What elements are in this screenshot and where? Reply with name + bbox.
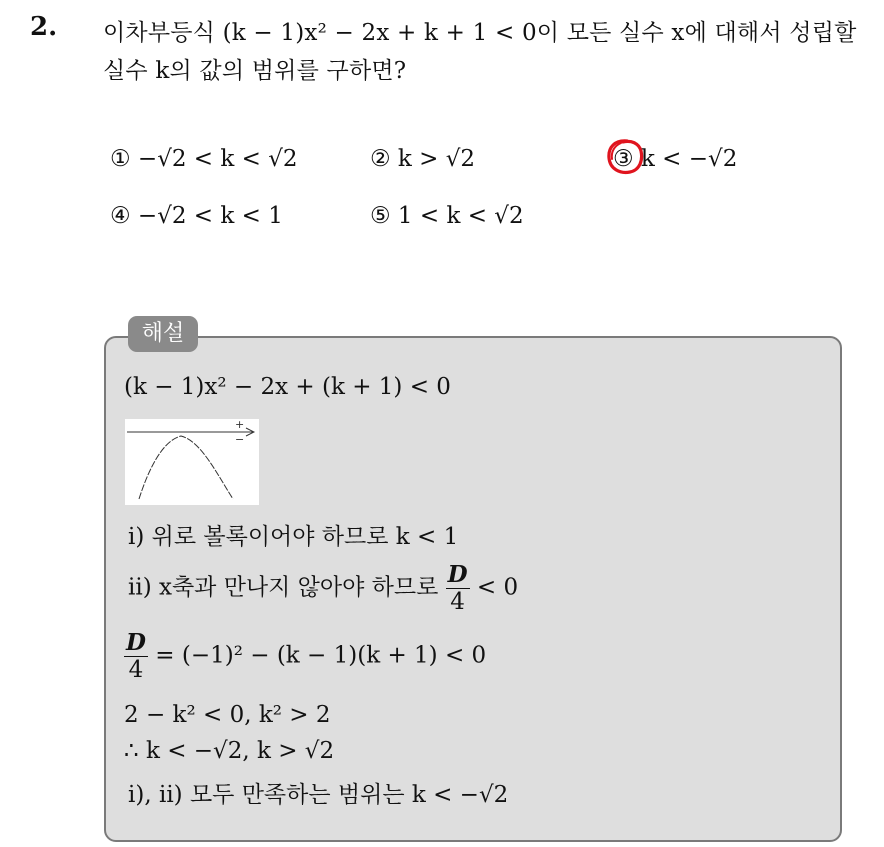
fraction-denominator: 4 xyxy=(450,589,465,615)
question-text-line-1: 이차부등식 (k − 1)x² − 2x + k + 1 < 0이 모든 실수 x에 대해서 성립할 xyxy=(103,20,857,46)
answer-circle-mark-icon xyxy=(605,137,645,177)
solution-k-squared: 2 − k² < 0, k² > 2 xyxy=(124,702,331,728)
d-over-4-fraction-2 xyxy=(124,630,148,683)
graph-minus-sign: − xyxy=(235,433,245,446)
question-text-line-2: 실수 k의 값의 범위를 구하면? xyxy=(103,58,407,84)
solution-step-2 xyxy=(128,562,518,615)
choice-1[interactable]: ① −√2 < k < √2 xyxy=(110,146,298,172)
graph-plus-sign: + xyxy=(235,419,245,431)
choice-3[interactable]: ③ k < −√2 xyxy=(613,146,738,172)
parabola-graph-svg xyxy=(125,419,259,505)
fraction-denominator-2: 4 xyxy=(128,657,144,683)
step-2-tail: < 0 xyxy=(476,574,519,601)
solution-step-1: ⅰ) 위로 볼록이어야 하므로 k < 1 xyxy=(128,524,459,550)
parabola-graph xyxy=(125,419,259,505)
solution-tag: 해설 xyxy=(128,316,198,352)
d-over-4-fraction xyxy=(446,562,470,615)
choice-2[interactable]: ② k > √2 xyxy=(370,146,476,172)
step-2-text: ⅱ) x축과 만나지 않아야 하므로 xyxy=(128,574,439,601)
fraction-numerator: D xyxy=(447,561,468,588)
choice-5[interactable]: ⑤ 1 < k < √2 xyxy=(370,203,524,229)
solution-therefore: ∴ k < −√2, k > √2 xyxy=(124,738,335,764)
fraction-numerator-2: D xyxy=(126,629,146,656)
solution-discriminant xyxy=(124,630,486,683)
question-number: 2. xyxy=(30,12,58,42)
solution-inequality: (k − 1)x² − 2x + (k + 1) < 0 xyxy=(124,374,451,400)
discriminant-expression: = (−1)² − (k − 1)(k + 1) < 0 xyxy=(155,642,487,669)
choice-4[interactable]: ④ −√2 < k < 1 xyxy=(110,203,283,229)
solution-conclusion: ⅰ), ⅱ) 모두 만족하는 범위는 k < −√2 xyxy=(128,782,509,808)
